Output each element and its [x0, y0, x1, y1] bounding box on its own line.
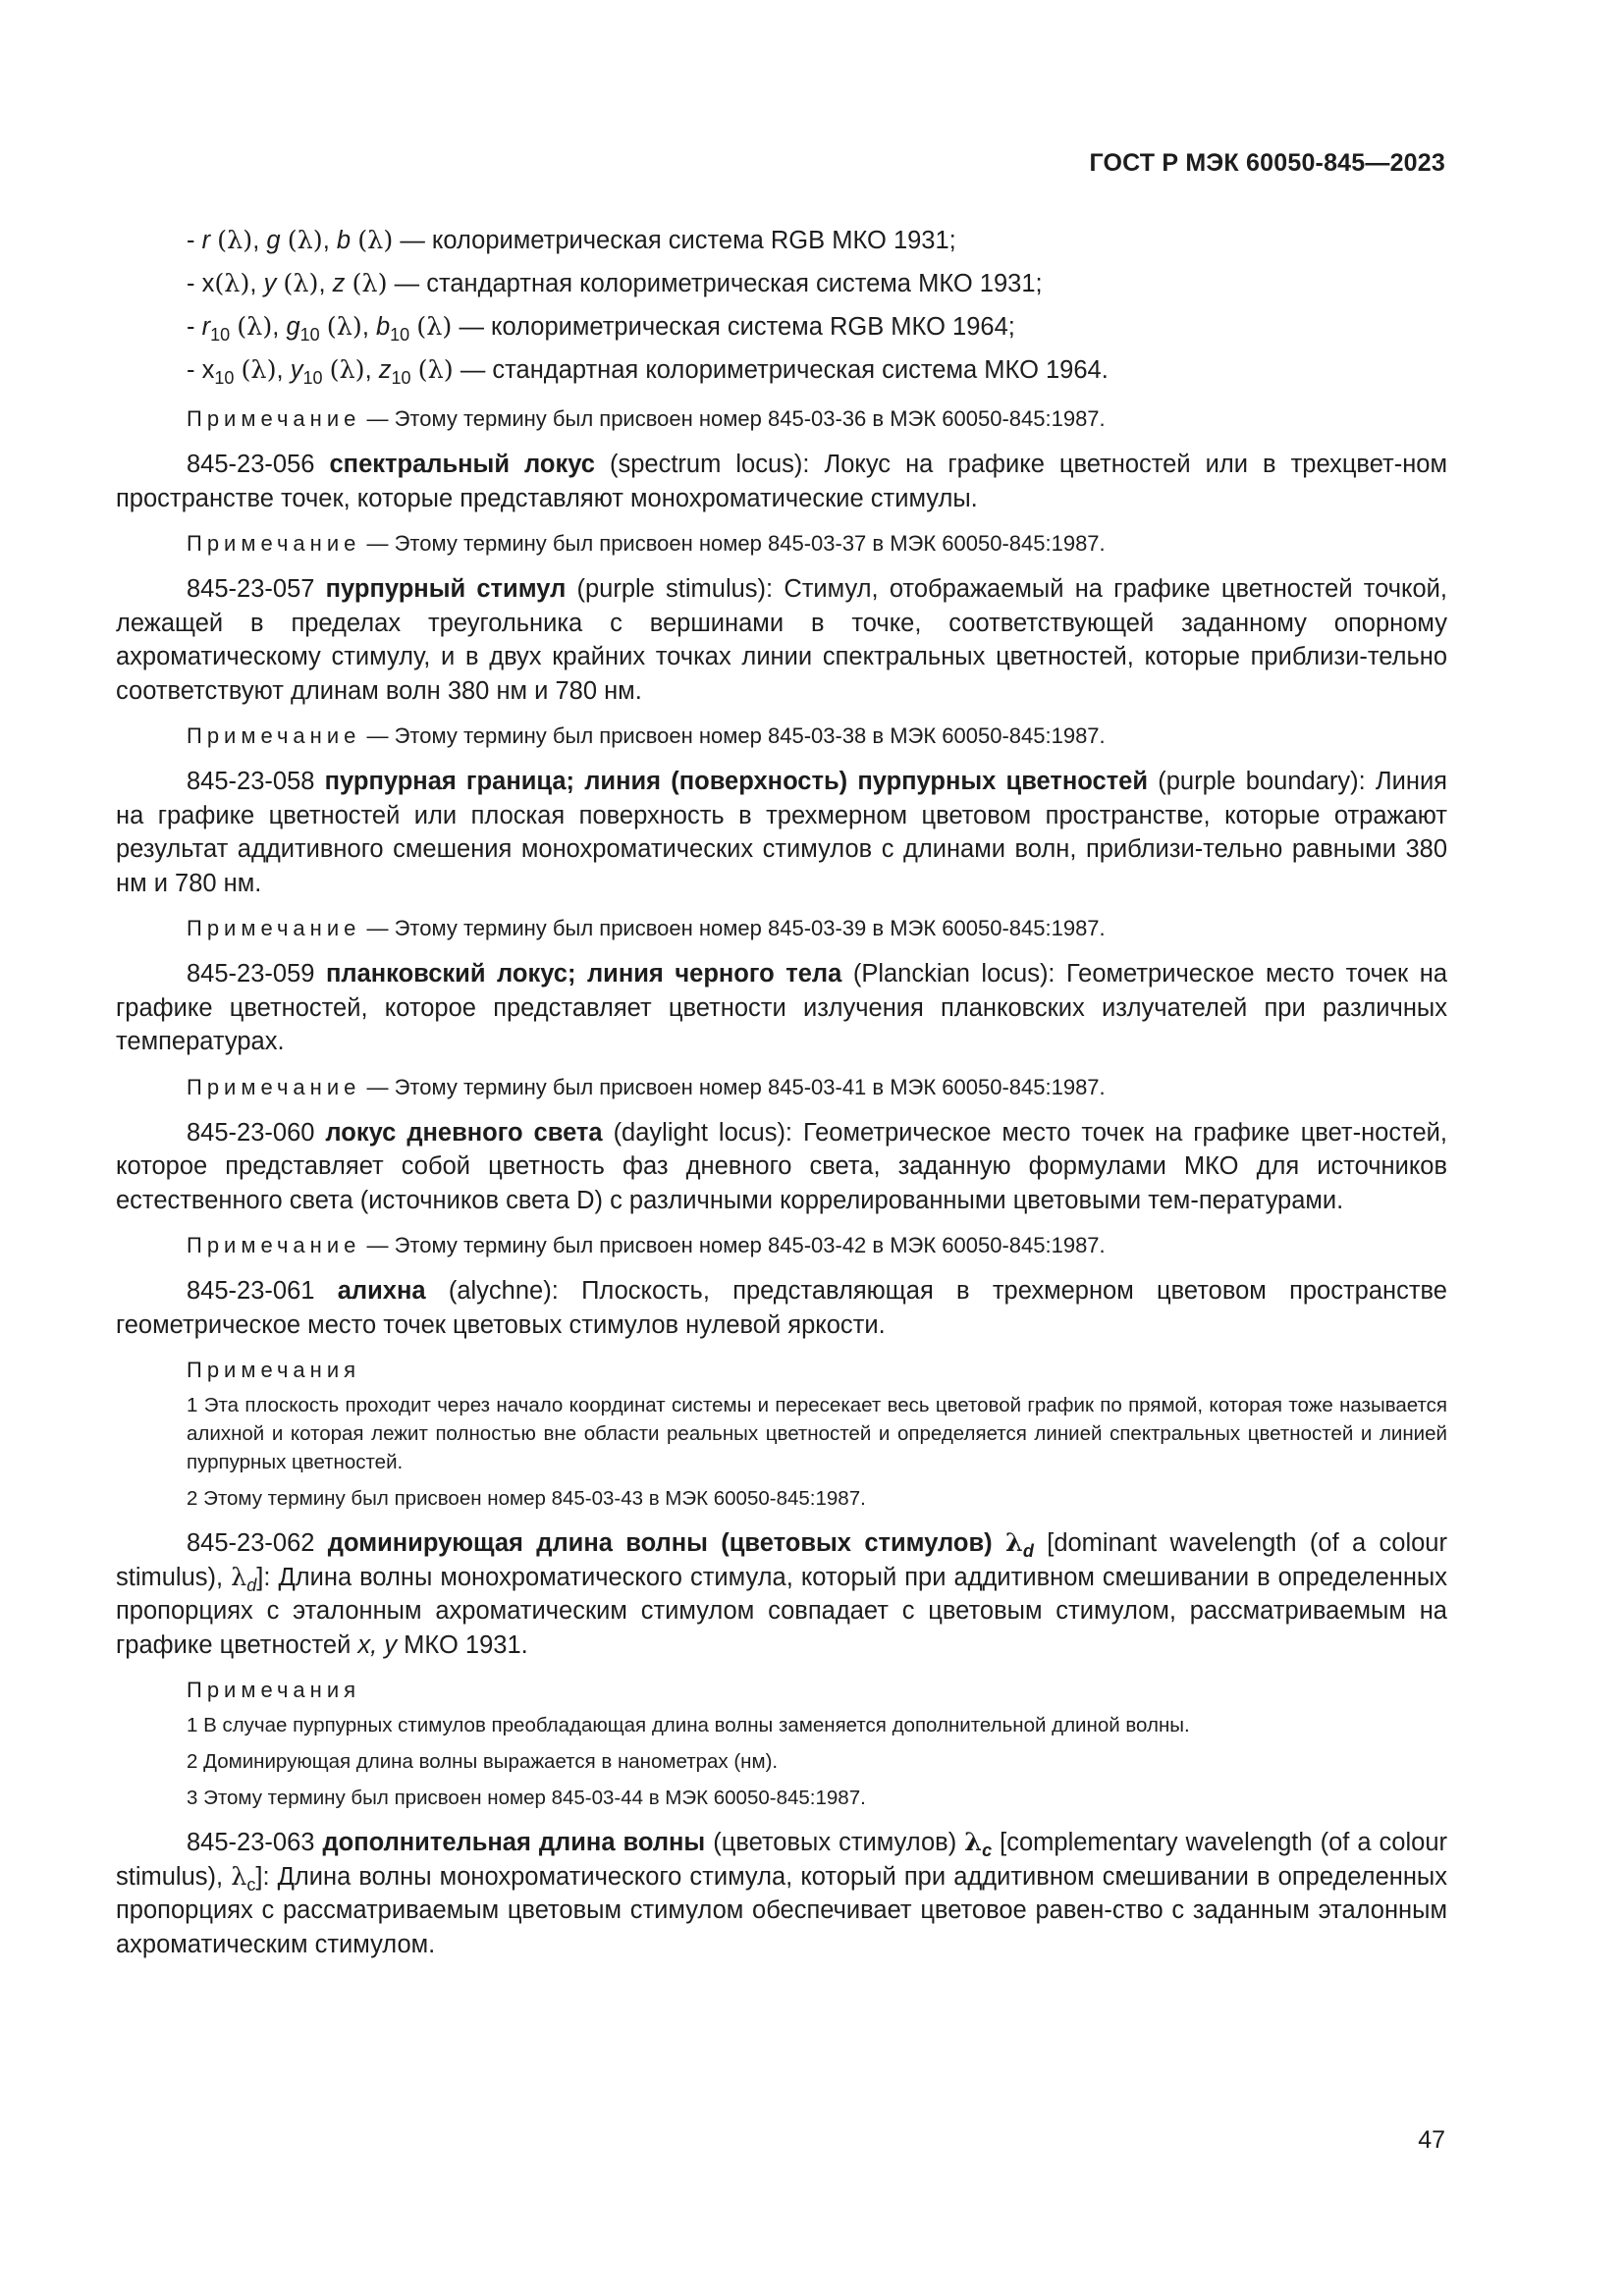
- note: Примечание — Этому термину был присвоен номер 845-03-37 в МЭК 60050-845:1987.: [187, 531, 1106, 556]
- list-item: - x(λ), y (λ), z (λ) — стандартная колориметрическая система МКО 1931;: [187, 269, 1043, 298]
- note: Примечание — Этому термину был присвоен номер 845-03-42 в МЭК 60050-845:1987.: [187, 1233, 1106, 1257]
- term-entry-845-23-056: 845-23-056 спектральный локус (spectrum locus): Локус на графике цветностей или в трехцвет-ном пространстве точек, которые представляют монохроматические стимулы.: [116, 451, 1447, 512]
- note: Примечание — Этому термину был присвоен номер 845-03-39 в МЭК 60050-845:1987.: [187, 916, 1106, 940]
- notes-heading: Примечания: [187, 1358, 361, 1382]
- sub-note: 2 Доминирующая длина волны выражается в нанометрах (нм).: [187, 1750, 779, 1773]
- notes-block: [187, 1711, 1447, 1812]
- sub-note: 3 Этому термину был присвоен номер 845-03-44 в МЭК 60050-845:1987.: [187, 1787, 866, 1809]
- term-entry-845-23-060: 845-23-060 локус дневного света (daylight locus): Геометрическое место точек на графике цвет-ностей, которое представляет собой цветность фаз дневного света, заданную формулами МКО для источников естественного света (источников света D) с различными коррелированными цветовыми тем-пературами.: [116, 1118, 1447, 1214]
- term-entry-845-23-059: 845-23-059 планковский локус; линия черного тела (Planckian locus): Геометрическое место точек на графике цветностей, которое представляет цветности излучения планковских излучателей при различных температурах.: [116, 960, 1448, 1055]
- note: Примечание — Этому термину был присвоен номер 845-03-36 в МЭК 60050-845:1987.: [187, 406, 1106, 431]
- page-number: 47: [1418, 2126, 1445, 2154]
- term-entry-845-23-062: 845-23-062 доминирующая длина волны (цветовых стимулов) $\lambda_d$ [dominant wavelength (of a colour stimulus), $\lambda_d$]: Длина волны монохроматического стимула, который при аддитивном смешивании в определенных пропорциях с эталонным ахроматическим стимулом совпадает с цветовым стимулом, рассматриваемым на графике цветностей x, y МКО 1931.: [116, 1528, 1447, 1659]
- sub-note: 1 Эта плоскость проходит через начало координат системы и пересекает весь цветовой график по прямой, которая тоже называется алихной и которая лежит полностью вне области реальных цветностей и определяется линией спектральных цветностей и линией пурпурных цветностей.: [187, 1394, 1447, 1473]
- list-item: - r (λ), g (λ), b (λ) — колориметрическая система RGB МКО 1931;: [187, 226, 956, 255]
- term-entry-845-23-058: 845-23-058 пурпурная граница; линия (поверхность) пурпурных цветностей (purple boundary): Линия на графике цветностей или плоская поверхность в трехмерном цветовом пространстве, которые отражают результат аддитивного смешения монохроматических стимулов с длинами волн, приблизи-тельно равными 380 нм и 780 нм.: [116, 768, 1447, 897]
- sub-note: 2 Этому термину был присвоен номер 845-03-43 в МЭК 60050-845:1987.: [187, 1487, 866, 1510]
- list-item: - $r_{10}$ (λ), $g_{10}$ (λ), $b_{10}$ (λ) — колориметрическая система RGB МКО 1964;: [187, 312, 1015, 346]
- term-entry-845-23-057: 845-23-057 пурпурный стимул (purple stimulus): Стимул, отображаемый на графике цветностей точкой, лежащей в пределах треугольника с вершинами в точке, соответствующей заданному опорному ахроматическому стимулу, и в двух крайних точках линии спектральных цветностей, которые приблизи-тельно соответствуют длинам волн 380 нм и 780 нм.: [116, 575, 1448, 705]
- note: Примечание — Этому термину был присвоен номер 845-03-38 в МЭК 60050-845:1987.: [187, 723, 1106, 748]
- notes-block: [187, 1391, 1447, 1513]
- sub-note: 1 В случае пурпурных стимулов преобладающая длина волны заменяется дополнительной длиной волны.: [187, 1714, 1190, 1736]
- page-header: ГОСТ Р МЭК 60050-845—2023: [1089, 149, 1445, 177]
- term-entry-845-23-061: 845-23-061 алихна (alychne): Плоскость, представляющая в трехмерном цветовом пространстве геометрическое место точек цветовых стимулов нулевой яркости.: [116, 1277, 1447, 1339]
- list-item: - $x_{10}$ (λ), $y_{10}$ (λ), $z_{10}$ (λ) — стандартная колориметрическая система МКО 1964.: [187, 355, 1109, 389]
- term-entry-845-23-063: 845-23-063 дополнительная длина волны (цветовых стимулов) $\lambda_c$ [complementary wavelength (of a colour stimulus), $\lambda_c$]: Длина волны монохроматического стимула, который при аддитивном смешивании в определенных пропорциях с рассматриваемым цветовым стимулом обеспечивает цветовое равен-ство с заданным эталонным ахроматическим стимулом.: [116, 1828, 1447, 1958]
- notes-heading: Примечания: [187, 1678, 361, 1702]
- note: Примечание — Этому термину был присвоен номер 845-03-41 в МЭК 60050-845:1987.: [187, 1074, 1106, 1099]
- page-content: [116, 224, 1447, 1975]
